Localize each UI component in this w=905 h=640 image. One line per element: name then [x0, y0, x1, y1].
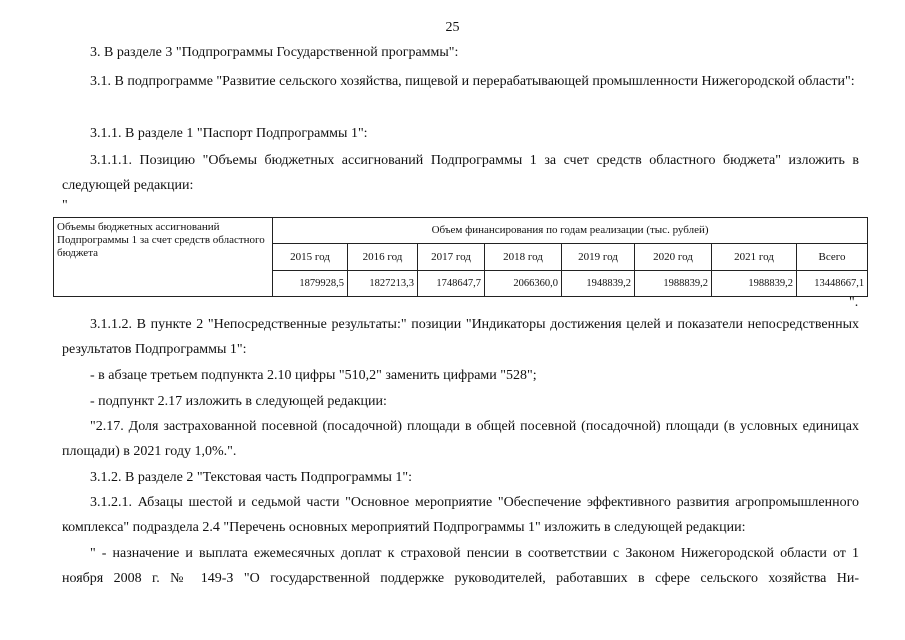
value-2016: 1827213,3 — [348, 271, 418, 297]
value-2015: 1879928,5 — [273, 271, 348, 297]
value-2018: 2066360,0 — [485, 271, 562, 297]
quote-close: ". — [849, 295, 859, 310]
budget-table — [53, 217, 868, 297]
col-2015: 2015 год — [273, 243, 348, 271]
value-2019: 1948839,2 — [562, 271, 635, 297]
value-2020: 1988839,2 — [635, 271, 712, 297]
paragraph-subprogram: 3.1. В подпрограмме "Развитие сельского хозяйства, пищевой и перерабатывающей промышленности Нижегородской области": — [90, 74, 855, 89]
paragraph-item-2-17-text: "2.17. Доля застрахованной посевной (посадочной) площади в общей посевной (посадочной) площади (в условных единицах площади) в 2021 году 1,0%.". — [62, 419, 859, 459]
paragraph-pension: " - назначение и выплата ежемесячных доплат к страховой пенсии в соответствии с Законом Нижегородской области от 1 ноября 2008 г. № 149-З "О государственной поддержке руководителей, работавших в сфере сельского хозяйства Ни- — [62, 546, 859, 586]
col-2019: 2019 год — [562, 243, 635, 271]
table-row-label: Объемы бюджетных ассигнований Подпрограммы 1 за счет средств областного бюджета — [54, 218, 273, 297]
value-2021: 1988839,2 — [712, 271, 797, 297]
paragraph-passport: 3.1.1. В разделе 1 "Паспорт Подпрограммы 1": — [90, 126, 368, 141]
page-number: 25 — [445, 20, 460, 35]
paragraph-direct-results: 3.1.1.2. В пункте 2 "Непосредственные результаты:" позиции "Индикаторы достижения целей и показатели непосредственных результатов Подпрограммы 1": — [62, 317, 859, 357]
value-2017: 1748647,7 — [418, 271, 485, 297]
table-header: Объем финансирования по годам реализации (тыс. рублей) — [273, 218, 868, 244]
paragraph-budget-position: 3.1.1.1. Позицию "Объемы бюджетных ассигнований Подпрограммы 1 за счет средств областного бюджета" изложить в следующей редакции: — [62, 153, 859, 193]
paragraph-item-2-17: - подпункт 2.17 изложить в следующей редакции: — [90, 394, 387, 409]
col-2018: 2018 год — [485, 243, 562, 271]
col-total: Всего — [797, 243, 868, 271]
paragraph-paragraphs-6-7: 3.1.2.1. Абзацы шестой и седьмой части "Основное мероприятие "Обеспечение эффективного развития агропромышленного комплекса" подраздела 2.4 "Перечень основных мероприятий Подпрограммы 1" изложить в следующей редакции: — [62, 495, 859, 535]
paragraph-section-3: 3. В разделе 3 "Подпрограммы Государственной программы": — [90, 45, 459, 60]
col-2016: 2016 год — [348, 243, 418, 271]
value-total: 13448667,1 — [797, 271, 868, 297]
col-2020: 2020 год — [635, 243, 712, 271]
quote-open: " — [62, 198, 68, 213]
col-2021: 2021 год — [712, 243, 797, 271]
paragraph-item-2-10: - в абзаце третьем подпункта 2.10 цифры "510,2" заменить цифрами "528"; — [90, 368, 537, 383]
paragraph-section-2: 3.1.2. В разделе 2 "Текстовая часть Подпрограммы 1": — [90, 470, 412, 485]
col-2017: 2017 год — [418, 243, 485, 271]
